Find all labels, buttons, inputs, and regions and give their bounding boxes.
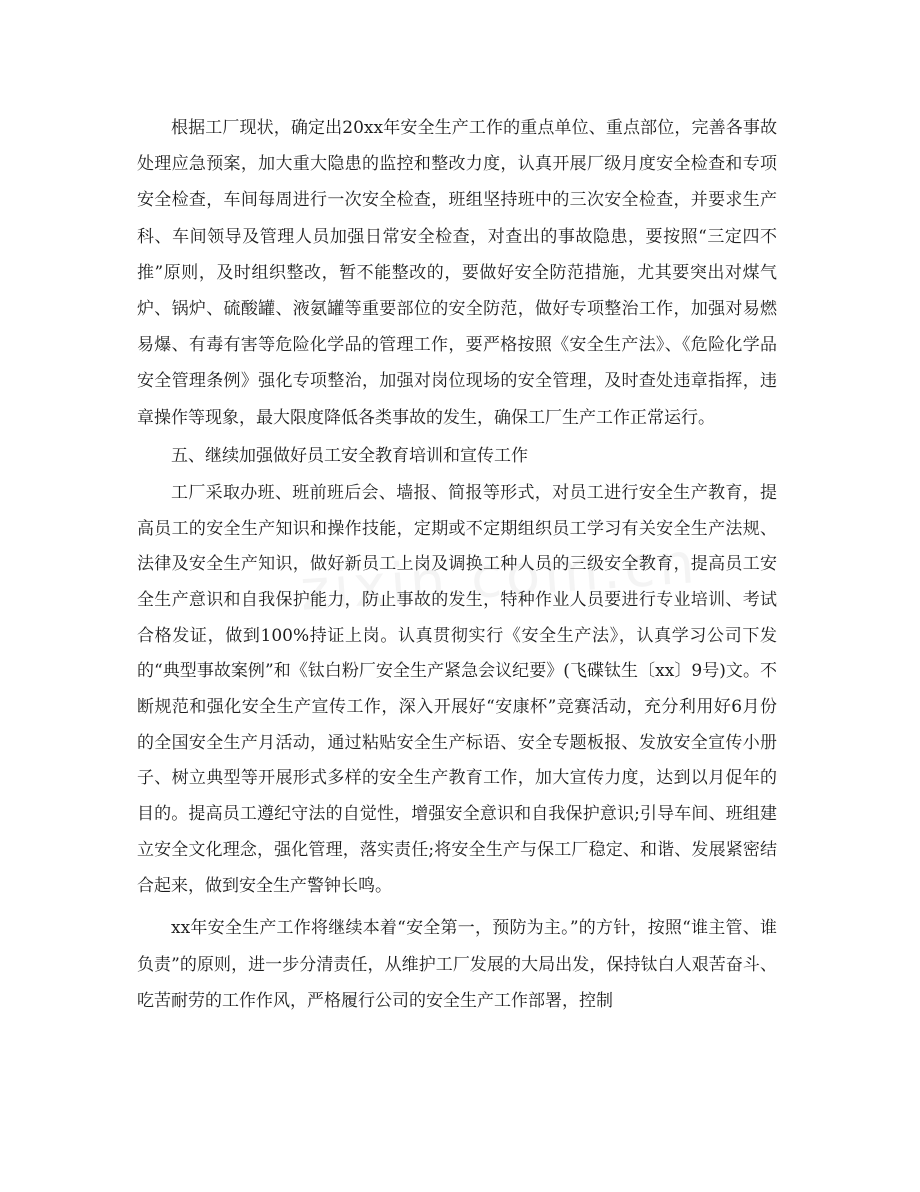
paragraph-outlook: xx年安全生产工作将继续本着“安全第一，预防为主。”的方针，按照“谁主管、谁负责”的原则，进一步分清责任，从维护工厂发展的大局出发，保持钛白人艰苦奋斗、吃苦耐劳的工作作风，严格履行公司的安全生产工作部署，控制 [137,918,777,1012]
paragraph-training-publicity: 工厂采取办班、班前班后会、墙报、简报等形式，对员工进行安全生产教育，提高员工的安全生产知识和操作技能，定期或不定期组织员工学习有关安全生产法规、法律及安全生产知识，做好新员工上岗及调换工种人员的三级安全教育，提高员工安全生产意识和自我保护能力，防止事故的发生，特种作业人员要进行专业培训、考试合格发证，做到100%持证上岗。认真贯彻实行《安全生产法》，认真学习公司下发的“典型事故案例”和《钛白粉厂安全生产紧急会议纪要》(飞碟钛生〔xx〕9号)文。不断规范和强化安全生产宣传工作，深入开展好“安康杯”竞赛活动，充分利用好6月份的全国安全生产月活动，通过粘贴安全生产标语、安全专题板报、发放安全宣传小册子、树立典型等开展形式多样的安全生产教育工作，加大宣传力度，达到以月促年的目的。提高员工遵纪守法的自觉性，增强安全意识和自我保护意识;引导车间、班组建立安全文化理念，强化管理，落实责任;将安全生产与保工厂稳定、和谐、发展紧密结合起来，做到安全生产警钟长鸣。 [137,482,777,896]
paragraph-safety-inspection: 根据工厂现状，确定出20xx年安全生产工作的重点单位、重点部位，完善各事故处理应急预案，加大重大隐患的监控和整改力度，认真开展厂级月度安全检查和专项安全检查，车间每周进行一次安全检查，班组坚持班中的三次安全检查，并要求生产科、车间领导及管理人员加强日常安全检查，对查出的事故隐患，要按照“三定四不推”原则，及时组织整改，暂不能整改的，要做好安全防范措施，尤其要突出对煤气炉、锅炉、硫酸罐、液氨罐等重要部位的安全防范，做好专项整治工作，加强对易燃易爆、有毒有害等危险化学品的管理工作，要严格按照《安全生产法》、《危险化学品安全管理条例》强化专项整治，加强对岗位现场的安全管理，及时查处违章指挥，违章操作等现象，最大限度降低各类事故的发生，确保工厂生产工作正常运行。 [137,118,777,428]
section-heading-training: 五、继续加强做好员工安全教育培训和宣传工作 [171,445,528,466]
document-body [137,110,777,1020]
